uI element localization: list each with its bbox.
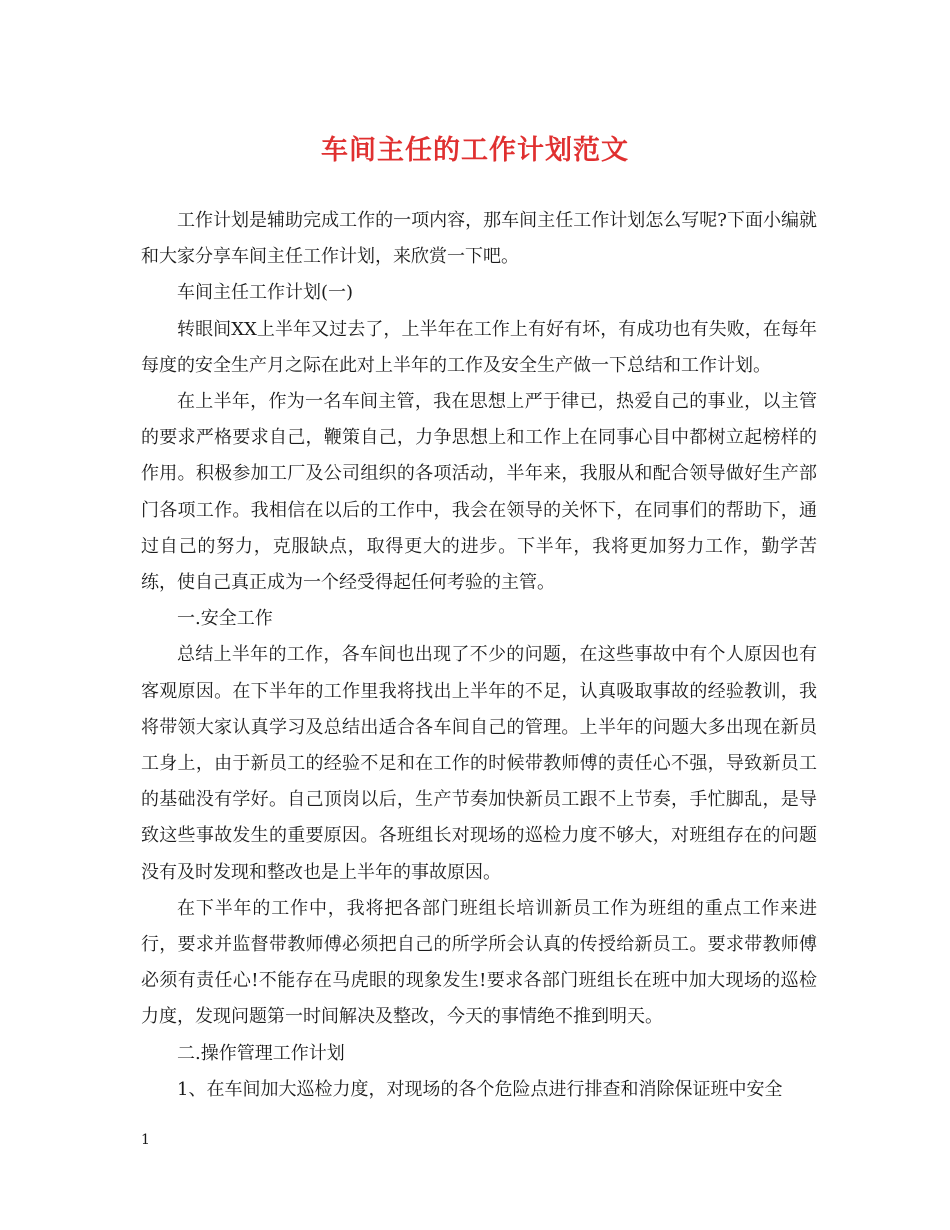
paragraph-safety-plan: 在下半年的工作中，我将把各部门班组长培训新员工作为班组的重点工作来进行，要求并监督带教师傅必须把自己的所学所会认真的传授给新员工。要求带教师傅必须有责任心!不能存在马虎眼的现象发生!要求各部门班组长在班中加大现场的巡检力度，发现问题第一时间解决及整改，今天的事情绝不推到明天。 <box>141 897 817 1028</box>
paragraph-safety-summary: 总结上半年的工作，各车间也出现了不少的问题，在这些事故中有个人原因也有客观原因。在下半年的工作里我将找出上半年的不足，认真吸取事故的经验教训，我将带领大家认真学习及总结出适合各车间自己的管理。上半年的问题大多出现在新员工身上，由于新员工的经验不足和在工作的时候带教师傅的责任心不强，导致新员工的基础没有学好。自己顶岗以后，生产节奏加快新员工跟不上节奏，手忙脚乱，是导致这些事故发生的重要原因。各班组长对现场的巡检力度不够大，对班组存在的问题没有及时发现和整改也是上半年的事故原因。 <box>141 644 817 883</box>
section-heading-plan-one: 车间主任工作计划(一) <box>177 282 354 304</box>
paragraph-first-half: 在上半年，作为一名车间主管，我在思想上严于律已，热爱自己的事业，以主管的要求严格要求自己，鞭策自己，力争思想上和工作上在同事心目中都树立起榜样的作用。积极参加工厂及公司组织的各项活动，半年来，我服从和配合领导做好生产部门各项工作。我相信在以后的工作中，我会在领导的关怀下，在同事们的帮助下，通过自己的努力，克服缺点，取得更大的进步。下半年，我将更加努力工作，勤学苦练，使自己真正成为一个经受得起任何考验的主管。 <box>141 391 817 594</box>
paragraph-half-year: 转眼间XX上半年又过去了，上半年在工作上有好有坏，有成功也有失败，在每年每度的安全生产月之际在此对上半年的工作及安全生产做一下总结和工作计划。 <box>141 318 817 376</box>
document-body <box>141 203 817 1108</box>
section-heading-operations: 二.操作管理工作计划 <box>177 1042 345 1064</box>
section-heading-safety: 一.安全工作 <box>177 608 273 630</box>
paragraph-intro: 工作计划是辅助完成工作的一项内容，那车间主任工作计划怎么写呢?下面小编就和大家分享车间主任工作计划，来欣赏一下吧。 <box>141 210 817 268</box>
paragraph-operations-item-1: 1、在车间加大巡检力度，对现场的各个危险点进行排查和消除保证班中安全 <box>177 1078 783 1100</box>
page-number: 1 <box>141 1132 150 1148</box>
document-title: 车间主任的工作计划范文 <box>321 135 629 166</box>
